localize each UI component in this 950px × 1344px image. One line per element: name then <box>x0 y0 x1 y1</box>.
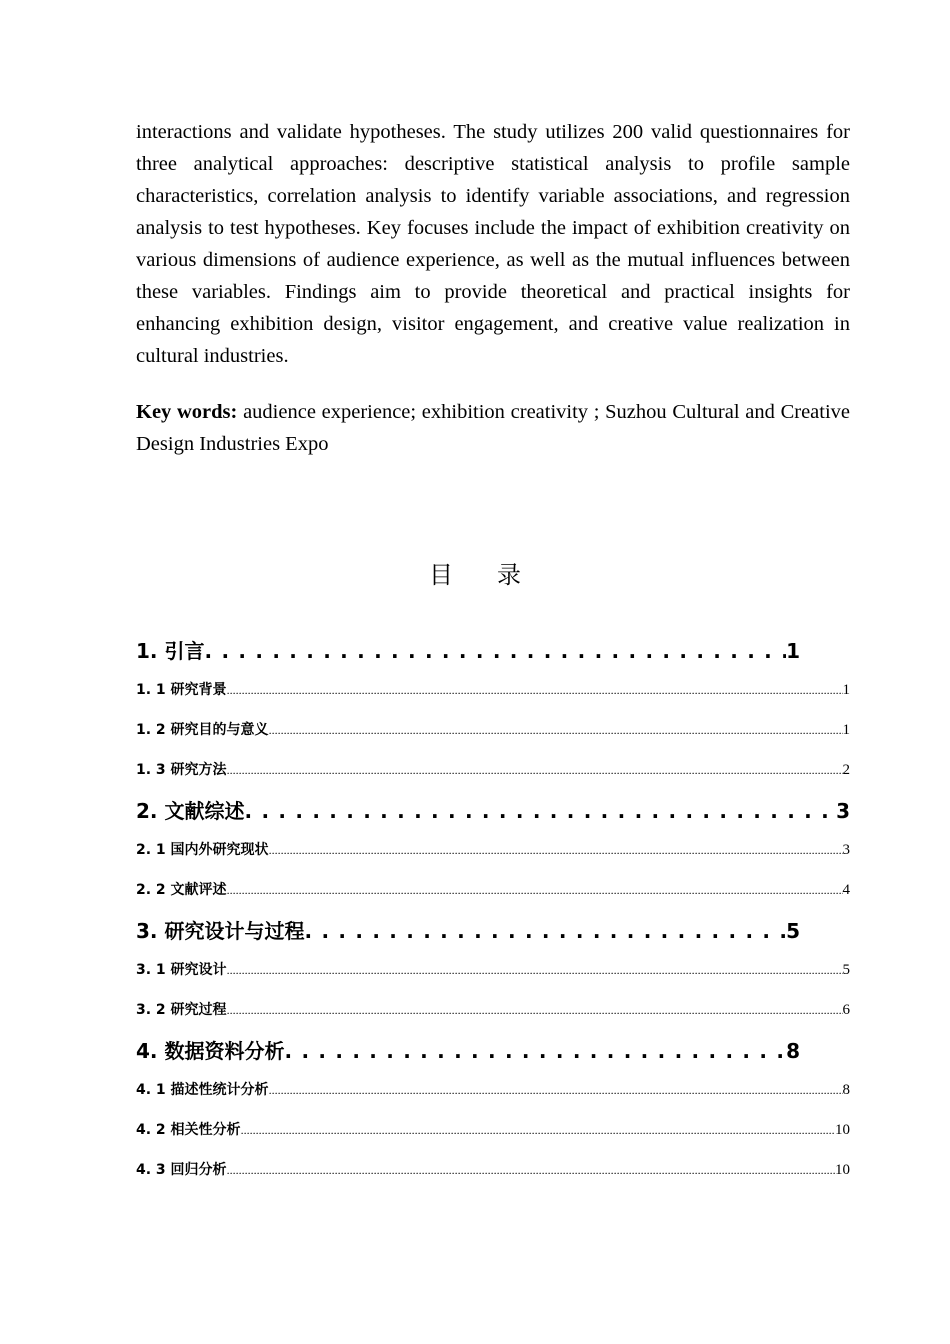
toc-entry-4-2[interactable] <box>136 1116 850 1156</box>
toc-page-number: 1 <box>842 682 850 698</box>
toc-entry-3-1[interactable] <box>136 956 850 996</box>
toc-page-number: 10 <box>835 1122 850 1138</box>
toc-dot-leader <box>227 1156 835 1184</box>
toc-page-number: 8 <box>786 1039 800 1063</box>
toc-dot-leader <box>227 956 843 984</box>
keywords-line <box>136 396 850 460</box>
toc-entry-3-2[interactable] <box>136 996 850 1036</box>
toc-page-number: 6 <box>842 1002 850 1018</box>
abstract-paragraph: interactions and validate hypotheses. The study utilizes 200 valid questionnaires for three analytical approaches: descriptive statistical analysis to profile sample characteristics, correlation analysis to identify variable associations, and regression analysis to test hypotheses. Key focuses include the impact of exhibition creativity on various dimensions of audience experience, as well as the mutual influences between these variables. Findings aim to provide theoretical and practical insights for enhancing exhibition design, visitor engagement, and creative value realization in cultural industries. <box>136 121 850 367</box>
toc-entry-label: 1. 3 研究方法 <box>136 762 227 778</box>
toc-dot-leader <box>227 676 843 704</box>
toc-page-number: 8 <box>842 1082 850 1098</box>
toc-page-number: 3 <box>836 799 850 823</box>
keywords-value: audience experience; exhibition creativity ; Suzhou Cultural and Creative Design Industries Expo <box>136 401 851 455</box>
toc-dot-leader <box>227 756 843 784</box>
toc-title <box>0 555 950 590</box>
toc-entry-label: 1. 1 研究背景 <box>136 682 227 698</box>
toc-entry-label: 4. 1 描述性统计分析 <box>136 1082 269 1098</box>
toc-entry-1-2[interactable] <box>136 716 850 756</box>
toc-page-number: 5 <box>786 919 800 943</box>
toc-entry-1-1[interactable] <box>136 676 850 716</box>
toc-title-char-2: 录 <box>497 561 521 589</box>
toc-dot-leader <box>204 636 786 666</box>
toc-entry-4-1[interactable] <box>136 1076 850 1116</box>
toc-entry-label: 3. 2 研究过程 <box>136 1002 227 1018</box>
toc-dot-leader <box>269 836 843 864</box>
toc-page-number: 3 <box>842 842 850 858</box>
toc-dot-leader <box>227 876 843 904</box>
toc-entry-label: 4. 3 回归分析 <box>136 1162 227 1178</box>
toc-dot-leader <box>304 916 786 946</box>
toc-entry-label: 1. 引言 <box>136 639 205 663</box>
toc-dot-leader <box>227 996 843 1024</box>
toc-dot-leader <box>269 716 843 744</box>
keywords-label: Key words: <box>136 401 238 423</box>
toc-page-number: 5 <box>842 962 850 978</box>
toc-dot-leader <box>244 796 836 826</box>
toc-entry-label: 4. 数据资料分析 <box>136 1039 285 1063</box>
toc-entry-label: 3. 1 研究设计 <box>136 962 227 978</box>
toc-dot-leader <box>284 1036 786 1066</box>
toc-dot-leader <box>269 1076 843 1104</box>
toc-entry-3[interactable] <box>136 916 800 956</box>
toc-entry-1[interactable] <box>136 636 800 676</box>
toc-title-char-1: 目 <box>429 561 453 589</box>
toc-entry-2-2[interactable] <box>136 876 850 916</box>
toc-entry-label: 4. 2 相关性分析 <box>136 1122 241 1138</box>
toc-entry-2[interactable] <box>136 796 850 836</box>
toc-entry-label: 1. 2 研究目的与意义 <box>136 722 269 738</box>
toc-entry-1-3[interactable] <box>136 756 850 796</box>
toc-entry-label: 3. 研究设计与过程 <box>136 919 305 943</box>
table-of-contents <box>136 636 850 1196</box>
toc-dot-leader <box>241 1116 835 1144</box>
toc-entry-4[interactable] <box>136 1036 800 1076</box>
abstract-section <box>136 116 850 460</box>
toc-entry-4-3[interactable] <box>136 1156 850 1196</box>
toc-entry-label: 2. 1 国内外研究现状 <box>136 842 269 858</box>
toc-page-number: 4 <box>842 882 850 898</box>
toc-page-number: 1 <box>842 722 850 738</box>
toc-page-number: 2 <box>842 762 850 778</box>
toc-entry-2-1[interactable] <box>136 836 850 876</box>
toc-page-number: 10 <box>835 1162 850 1178</box>
toc-entry-label: 2. 2 文献评述 <box>136 882 227 898</box>
toc-entry-label: 2. 文献综述 <box>136 799 245 823</box>
toc-page-number: 1 <box>786 639 800 663</box>
